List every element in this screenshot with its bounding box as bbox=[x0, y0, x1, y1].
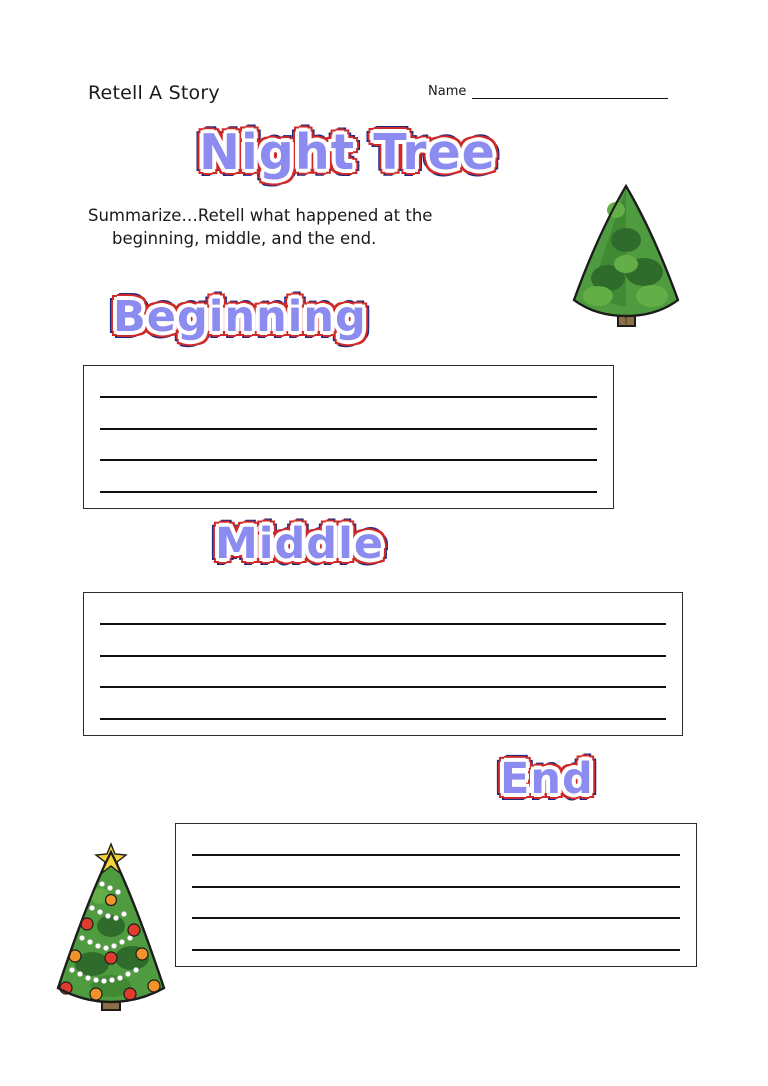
writing-line[interactable] bbox=[100, 396, 597, 398]
writing-line[interactable] bbox=[100, 686, 666, 688]
writing-line[interactable] bbox=[192, 949, 680, 951]
writing-line[interactable] bbox=[100, 655, 666, 657]
instructions-line-2: beginning, middle, and the end. bbox=[112, 229, 377, 248]
writing-line[interactable] bbox=[192, 854, 680, 856]
name-field-block bbox=[428, 84, 668, 99]
evergreen-tree-plain-icon bbox=[556, 160, 696, 342]
instructions-line-1: Summarize…Retell what happened at the bbox=[88, 206, 433, 225]
writing-line[interactable] bbox=[100, 491, 597, 493]
name-input-line[interactable] bbox=[472, 85, 668, 99]
section-heading-beginning: Beginning bbox=[113, 292, 367, 342]
writing-box-end[interactable] bbox=[175, 823, 697, 967]
page-title: Retell A Story bbox=[88, 82, 220, 104]
writing-line[interactable] bbox=[100, 623, 666, 625]
instructions bbox=[88, 204, 508, 250]
writing-line[interactable] bbox=[192, 917, 680, 919]
story-title: Night Tree bbox=[199, 124, 496, 181]
writing-line[interactable] bbox=[192, 886, 680, 888]
section-heading-end: End bbox=[500, 754, 594, 804]
writing-line[interactable] bbox=[100, 428, 597, 430]
writing-line[interactable] bbox=[100, 718, 666, 720]
writing-box-middle[interactable] bbox=[83, 592, 683, 736]
writing-box-beginning[interactable] bbox=[83, 365, 614, 509]
name-label: Name bbox=[428, 84, 467, 99]
christmas-tree-decorated-icon bbox=[42, 838, 182, 1020]
section-heading-middle: Middle bbox=[215, 519, 384, 569]
writing-line[interactable] bbox=[100, 459, 597, 461]
